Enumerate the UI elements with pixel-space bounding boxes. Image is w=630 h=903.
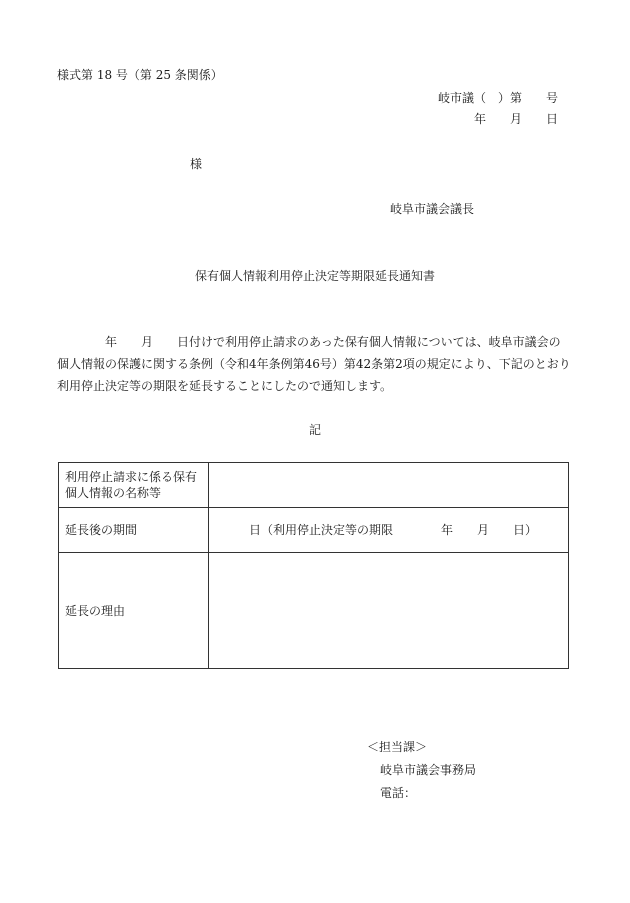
details-table [58, 462, 569, 669]
ki-heading: 記 [308, 423, 321, 437]
row-label-extended-period: 延長後の期間 [59, 508, 209, 553]
issuer-name: 岐阜市議会議長 [390, 202, 475, 216]
document-date: 年 月 日 [474, 112, 559, 126]
notice-body [57, 331, 577, 397]
document-title: 保有個人情報利用停止決定等期限延長通知書 [194, 269, 435, 283]
table-row [59, 508, 569, 553]
form-number: 様式第 18 号（第 25 条関係） [57, 68, 223, 82]
table-row [59, 553, 569, 669]
contact-header: ＜担当課＞ [367, 740, 428, 754]
row-value-information-name [209, 463, 569, 508]
notice-body-line: 個人情報の保護に関する条例（令和4年条例第46号）第42条第2項の規定により、下記のとおり [57, 357, 571, 371]
notice-body-line: 利用停止決定等の期限を延長することにしたので通知します。 [57, 379, 393, 393]
contact-department: 岐阜市議会事務局 [380, 763, 477, 777]
table-row [59, 463, 569, 508]
addressee-honorific: 様 [190, 157, 203, 171]
row-value-extended-period: 日（利用停止決定等の期限 年 月 日） [209, 508, 569, 553]
row-label-information-name: 利用停止請求に係る保有個人情報の名称等 [59, 463, 209, 508]
row-value-extension-reason [209, 553, 569, 669]
notice-body-line: 年 月 日付けで利用停止請求のあった保有個人情報については、岐阜市議会の [57, 335, 561, 349]
row-label-extension-reason: 延長の理由 [59, 553, 209, 669]
document-number: 岐市議（ ）第 号 [438, 91, 559, 105]
contact-tel-label: 電話： [380, 786, 417, 800]
